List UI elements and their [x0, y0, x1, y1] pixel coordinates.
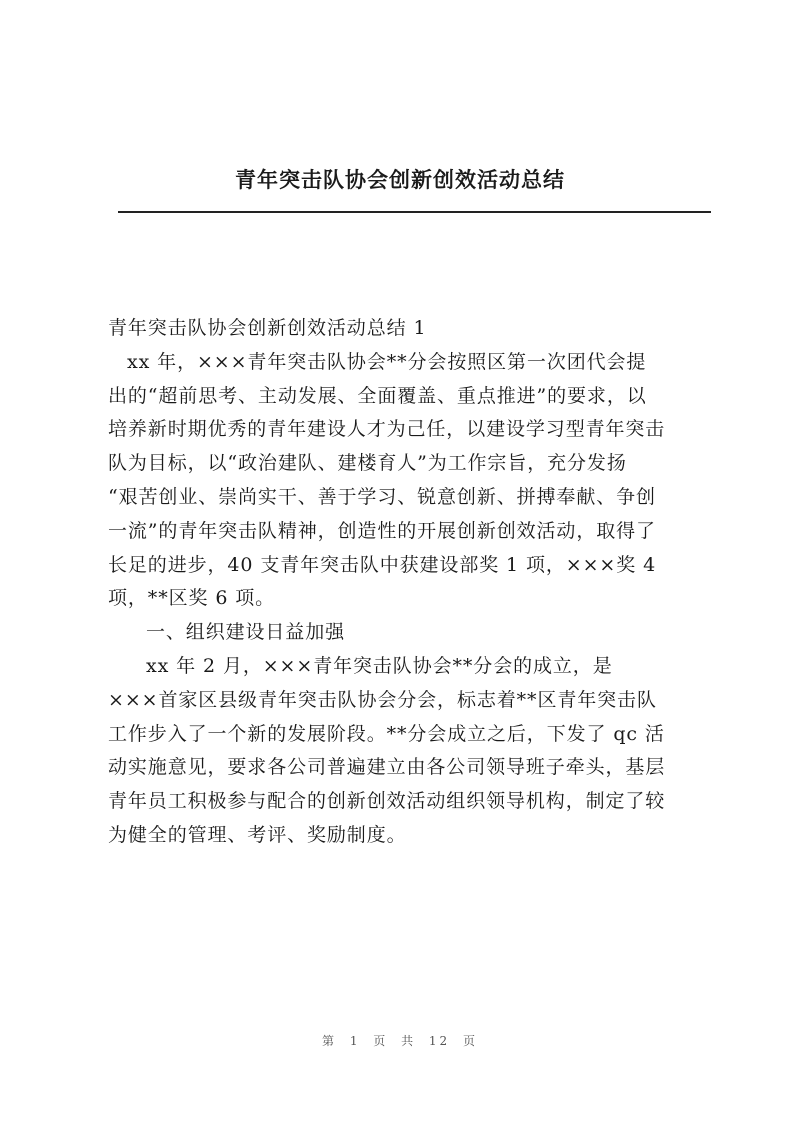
document-title: 青年突击队协会创新创效活动总结: [235, 168, 565, 192]
paragraph-line: 项，**区奖 6 项。: [108, 587, 276, 610]
paragraph-line: 动实施意见，要求各公司普遍建立由各公司领导班子牵头，基层: [108, 756, 666, 779]
paragraph-line: 为健全的管理、考评、奖励制度。: [108, 823, 407, 846]
paragraph-line: xx 年 2 月，×××青年突击队协会**分会的成立，是: [146, 654, 613, 677]
section-heading: 青年突击队协会创新创效活动总结 1: [108, 317, 427, 339]
title-underline: [118, 211, 711, 213]
document-body: [108, 312, 708, 853]
paragraph-line: 一流”的青年突击队精神，创造性的开展创新创效活动，取得了: [108, 519, 656, 542]
paragraph-line: 工作步入了一个新的发展阶段。**分会成立之后，下发了 qc 活: [108, 722, 665, 745]
paragraph-line: 长足的进步，40 支青年突击队中获建设部奖 1 项，×××奖 4: [108, 553, 657, 576]
page-number: 第 1 页 共 12 页: [322, 1034, 478, 1048]
paragraph-line: xx 年，×××青年突击队协会**分会按照区第一次团代会提: [127, 350, 647, 373]
paragraph-line: “艰苦创业、崇尚实干、善于学习、锐意创新、拼搏奉献、争创: [108, 485, 656, 508]
subsection-heading: 一、组织建设日益加强: [146, 621, 346, 644]
paragraph-line: 队为目标，以“政治建队、建楼育人”为工作宗旨，充分发扬: [108, 452, 627, 475]
paragraph-line: ×××首家区县级青年突击队协会分会，标志着**区青年突击队: [108, 688, 657, 711]
paragraph-line: 出的“超前思考、主动发展、全面覆盖、重点推进”的要求，以: [108, 384, 647, 407]
paragraph-line: 青年员工积极参与配合的创新创效活动组织领导机构，制定了较: [108, 790, 666, 813]
paragraph-line: 培养新时期优秀的青年建设人才为己任，以建设学习型青年突击: [108, 418, 666, 441]
